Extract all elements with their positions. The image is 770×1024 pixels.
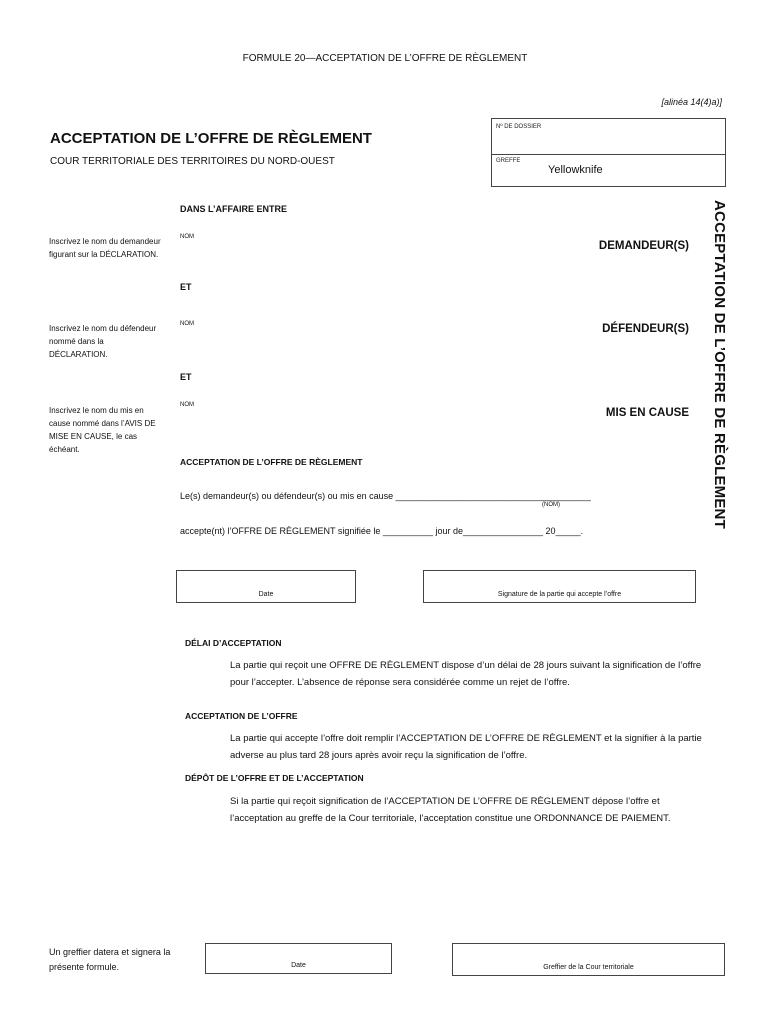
acceptance-signature-field[interactable] [423,570,696,603]
third-party-name-field[interactable] [180,414,580,434]
form-number-title: FORMULE 20—ACCEPTATION DE L’OFFRE DE RÈGLEMENT [242,53,528,64]
plaintiff-name-field[interactable] [180,246,580,266]
plaintiff-instruction: Inscrivez le nom du demandeur figurant sur la DÉCLARATION. [49,237,161,259]
parties-intro: DANS L’AFFAIRE ENTRE [180,204,288,214]
acceptance-date-field[interactable] [176,570,356,603]
clerk-signature-caption: Greffier de la Cour territoriale [543,964,634,971]
section-heading-acceptance: ACCEPTATION DE L’OFFRE [185,711,298,721]
clerk-date-caption: Date [291,962,306,969]
registry-label: GREFFE [496,158,521,164]
defendant-name-field[interactable] [180,333,580,353]
plaintiff-name-label: NOM [180,234,194,240]
court-name: COUR TERRITORIALE DES TERRITOIRES DU NORD-OUEST [50,156,335,167]
side-title: ACCEPTATION DE L’OFFRE DE RÈGLEMENT [711,200,728,529]
file-number-label: Nº DE DOSSIER [496,124,542,130]
clerk-signature-field[interactable] [452,943,725,976]
acceptance-date-line[interactable]: accepte(nt) l’OFFRE DE RÈGLEMENT signifiée le __________ jour de________________ 20_____. [180,526,584,536]
section-text-delay: La partie qui reçoit une OFFRE DE RÈGLEMENT dispose d’un délai de 28 jours suivant la signification de l’offre pour l’accepter. L’absence de réponse sera considérée comme un rejet de l’offre. [230,660,702,688]
third-party-name-label: NOM [180,402,194,408]
third-party-instruction: Inscrivez le nom du mis en cause nommé dans l’AVIS DE MISE EN CAUSE, le cas échéant. [49,406,156,454]
section-heading-delay: DÉLAI D’ACCEPTATION [185,638,282,648]
section-heading-filing: DÉPÔT DE L’OFFRE ET DE L’ACCEPTATION [185,773,364,783]
acceptance-date-caption: Date [258,591,274,598]
section-text-acceptance: La partie qui accepte l’offre doit remplir l’ACCEPTATION DE L’OFFRE DE RÈGLEMENT et la signifier à la partie adverse au plus tard 28 jours après avoir reçu la signification de l’offre. [230,733,702,761]
acceptance-party-line[interactable]: Le(s) demandeur(s) ou défendeur(s) ou mis en cause _______________________________________ [180,491,591,501]
third-party-role: MIS EN CAUSE [605,407,689,419]
clerk-date-field[interactable] [205,943,392,974]
acceptance-heading: ACCEPTATION DE L’OFFRE DE RÈGLEMENT [180,457,363,467]
acceptance-signature-caption: Signature de la partie qui accepte l’offre [497,591,622,598]
et-separator-1: ET [180,282,192,292]
registry-field[interactable] [491,154,726,187]
file-number-field[interactable] [491,118,726,155]
acceptance-name-caption: (NOM) [542,502,560,508]
clerk-note: Un greffier datera et signera la présente formule. [49,947,171,972]
defendant-instruction: Inscrivez le nom du défendeur nommé dans la DÉCLARATION. [49,324,157,359]
registry-value: Yellowknife [548,164,603,176]
statute-reference: [alinéa 14(4)a)] [661,97,722,107]
et-separator-2: ET [180,372,192,382]
section-text-filing: Si la partie qui reçoit signification de l’ACCEPTATION DE L’OFFRE DE RÈGLEMENT dépose l’offre et l’acceptation au greffe de la Cour territoriale, l’acceptation constitue une ORDONNANCE DE PAIEMENT. [230,796,671,824]
plaintiff-role: DEMANDEUR(S) [598,240,689,252]
defendant-name-label: NOM [180,321,194,327]
page-title: ACCEPTATION DE L’OFFRE DE RÈGLEMENT [50,130,372,147]
defendant-role: DÉFENDEUR(S) [602,323,689,335]
